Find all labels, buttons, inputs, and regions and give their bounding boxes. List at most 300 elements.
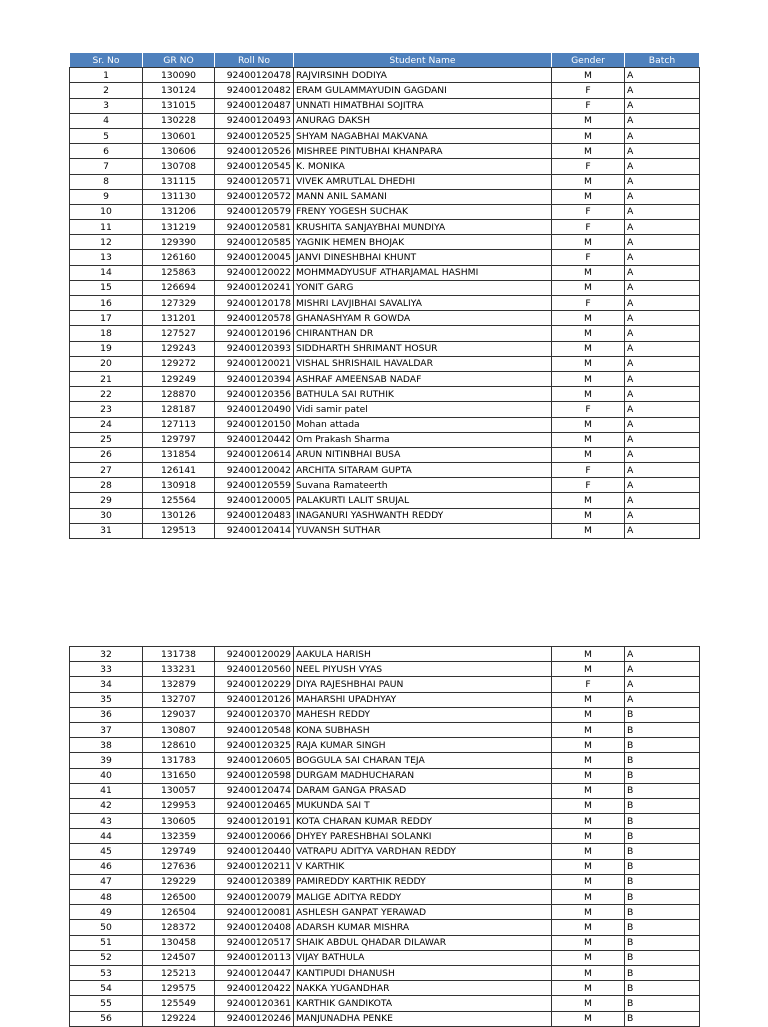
- gender-cell: M: [552, 981, 625, 996]
- table-row: [70, 296, 700, 311]
- gender-cell: M: [552, 432, 625, 447]
- batch-cell: A: [625, 356, 700, 371]
- table-row: [70, 250, 700, 265]
- roll-no-cell: 92400120447: [215, 965, 294, 980]
- roll-no-cell: 92400120066: [215, 829, 294, 844]
- roll-no-cell: 92400120440: [215, 844, 294, 859]
- gr-no-cell: 127527: [143, 326, 215, 341]
- batch-cell: A: [625, 463, 700, 478]
- sr-no-cell: 54: [70, 981, 143, 996]
- gender-cell: F: [552, 83, 625, 98]
- roll-no-cell: 92400120474: [215, 783, 294, 798]
- gender-cell: M: [552, 113, 625, 128]
- gender-cell: M: [552, 1011, 625, 1026]
- student-name-cell: GHANASHYAM R GOWDA: [294, 311, 552, 326]
- table-row: [70, 113, 700, 128]
- roll-no-cell: 92400120229: [215, 677, 294, 692]
- roll-no-cell: 92400120005: [215, 493, 294, 508]
- batch-cell: A: [625, 250, 700, 265]
- student-name-cell: DURGAM MADHUCHARAN: [294, 768, 552, 783]
- roll-no-cell: 92400120422: [215, 981, 294, 996]
- batch-cell: A: [625, 326, 700, 341]
- gr-no-cell: 129249: [143, 371, 215, 386]
- sr-no-cell: 38: [70, 738, 143, 753]
- roll-no-cell: 92400120393: [215, 341, 294, 356]
- table-row: [70, 890, 700, 905]
- roll-no-cell: 92400120029: [215, 647, 294, 662]
- table-row: [70, 144, 700, 159]
- gr-no-cell: 131206: [143, 204, 215, 219]
- gr-no-cell: 129797: [143, 432, 215, 447]
- sr-no-cell: 29: [70, 493, 143, 508]
- gender-cell: M: [552, 829, 625, 844]
- roll-no-cell: 92400120517: [215, 935, 294, 950]
- student-name-cell: VIJAY BATHULA: [294, 950, 552, 965]
- gr-no-cell: 128610: [143, 738, 215, 753]
- gender-cell: M: [552, 935, 625, 950]
- batch-cell: B: [625, 844, 700, 859]
- gender-cell: M: [552, 523, 625, 538]
- student-name-cell: RAJVIRSINH DODIYA: [294, 68, 552, 83]
- roll-no-cell: 92400120211: [215, 859, 294, 874]
- batch-cell: A: [625, 508, 700, 523]
- batch-cell: B: [625, 783, 700, 798]
- batch-cell: A: [625, 647, 700, 662]
- table-row: [70, 905, 700, 920]
- student-name-cell: YUVANSH SUTHAR: [294, 523, 552, 538]
- sr-no-cell: 48: [70, 890, 143, 905]
- gr-no-cell: 131201: [143, 311, 215, 326]
- student-name-cell: BATHULA SAI RUTHIK: [294, 387, 552, 402]
- batch-cell: B: [625, 905, 700, 920]
- table-row: [70, 280, 700, 295]
- batch-cell: A: [625, 677, 700, 692]
- table-row: [70, 707, 700, 722]
- gr-no-cell: 125564: [143, 493, 215, 508]
- batch-cell: B: [625, 859, 700, 874]
- gender-cell: M: [552, 738, 625, 753]
- table-row: [70, 798, 700, 813]
- sr-no-cell: 5: [70, 128, 143, 143]
- sr-no-cell: 43: [70, 814, 143, 829]
- table-row: [70, 647, 700, 662]
- gr-no-cell: 127636: [143, 859, 215, 874]
- gender-cell: M: [552, 996, 625, 1011]
- student-name-cell: INAGANURI YASHWANTH REDDY: [294, 508, 552, 523]
- batch-cell: B: [625, 738, 700, 753]
- student-name-cell: Suvana Ramateerth: [294, 478, 552, 493]
- sr-no-cell: 12: [70, 235, 143, 250]
- gender-cell: M: [552, 447, 625, 462]
- roll-no-cell: 92400120465: [215, 798, 294, 813]
- student-name-cell: Mohan attada: [294, 417, 552, 432]
- sr-no-cell: 40: [70, 768, 143, 783]
- gr-no-cell: 129229: [143, 874, 215, 889]
- batch-cell: B: [625, 965, 700, 980]
- batch-cell: A: [625, 98, 700, 113]
- student-name-cell: SHYAM NAGABHAI MAKVANA: [294, 128, 552, 143]
- table-row: [70, 493, 700, 508]
- gr-no-cell: 130090: [143, 68, 215, 83]
- gr-no-cell: 132879: [143, 677, 215, 692]
- student-name-cell: KARTHIK GANDIKOTA: [294, 996, 552, 1011]
- roll-no-cell: 92400120246: [215, 1011, 294, 1026]
- gr-no-cell: 127113: [143, 417, 215, 432]
- gr-no-cell: 130228: [143, 113, 215, 128]
- roll-no-cell: 92400120598: [215, 768, 294, 783]
- student-name-cell: KANTIPUDI DHANUSH: [294, 965, 552, 980]
- roll-no-cell: 92400120483: [215, 508, 294, 523]
- roll-no-cell: 92400120178: [215, 296, 294, 311]
- student-name-cell: FRENY YOGESH SUCHAK: [294, 204, 552, 219]
- roll-no-cell: 92400120361: [215, 996, 294, 1011]
- roll-no-cell: 92400120191: [215, 814, 294, 829]
- roll-no-cell: 92400120045: [215, 250, 294, 265]
- roll-no-cell: 92400120614: [215, 447, 294, 462]
- table-row: [70, 128, 700, 143]
- gender-cell: F: [552, 250, 625, 265]
- sr-no-cell: 21: [70, 371, 143, 386]
- student-name-cell: MALIGE ADITYA REDDY: [294, 890, 552, 905]
- student-name-cell: ARCHITA SITARAM GUPTA: [294, 463, 552, 478]
- roll-no-cell: 92400120525: [215, 128, 294, 143]
- gender-cell: M: [552, 235, 625, 250]
- gender-cell: F: [552, 463, 625, 478]
- table-row: [70, 523, 700, 538]
- student-name-cell: BOGGULA SAI CHARAN TEJA: [294, 753, 552, 768]
- gender-cell: M: [552, 814, 625, 829]
- gr-no-cell: 131015: [143, 98, 215, 113]
- gender-cell: F: [552, 220, 625, 235]
- gr-no-cell: 128187: [143, 402, 215, 417]
- gender-cell: M: [552, 722, 625, 737]
- roll-no-cell: 92400120081: [215, 905, 294, 920]
- batch-cell: B: [625, 950, 700, 965]
- table-row: [70, 220, 700, 235]
- batch-cell: B: [625, 874, 700, 889]
- sr-no-cell: 55: [70, 996, 143, 1011]
- table-row: [70, 859, 700, 874]
- gender-cell: F: [552, 402, 625, 417]
- gr-no-cell: 126141: [143, 463, 215, 478]
- gr-no-cell: 129272: [143, 356, 215, 371]
- gender-cell: M: [552, 417, 625, 432]
- table-row: [70, 508, 700, 523]
- sr-no-cell: 22: [70, 387, 143, 402]
- sr-no-cell: 4: [70, 113, 143, 128]
- sr-no-cell: 41: [70, 783, 143, 798]
- gr-no-cell: 131783: [143, 753, 215, 768]
- batch-cell: B: [625, 829, 700, 844]
- batch-cell: B: [625, 753, 700, 768]
- student-name-cell: DARAM GANGA PRASAD: [294, 783, 552, 798]
- batch-cell: A: [625, 220, 700, 235]
- roll-no-cell: 92400120196: [215, 326, 294, 341]
- sr-no-cell: 9: [70, 189, 143, 204]
- gr-no-cell: 129749: [143, 844, 215, 859]
- table-row: [70, 341, 700, 356]
- sr-no-cell: 28: [70, 478, 143, 493]
- gr-no-cell: 130708: [143, 159, 215, 174]
- roll-no-cell: 92400120394: [215, 371, 294, 386]
- roll-no-cell: 92400120559: [215, 478, 294, 493]
- sr-no-cell: 50: [70, 920, 143, 935]
- batch-cell: A: [625, 662, 700, 677]
- student-name-cell: NAKKA YUGANDHAR: [294, 981, 552, 996]
- student-name-cell: MANJUNADHA PENKE: [294, 1011, 552, 1026]
- batch-cell: A: [625, 265, 700, 280]
- gender-cell: F: [552, 204, 625, 219]
- gr-no-cell: 131738: [143, 647, 215, 662]
- gr-no-cell: 130124: [143, 83, 215, 98]
- table-row: [70, 965, 700, 980]
- gr-no-cell: 130605: [143, 814, 215, 829]
- roll-no-cell: 92400120487: [215, 98, 294, 113]
- roll-no-cell: 92400120356: [215, 387, 294, 402]
- student-name-cell: MAHARSHI UPADHYAY: [294, 692, 552, 707]
- table-row: [70, 189, 700, 204]
- student-name-cell: JANVI DINESHBHAI KHUNT: [294, 250, 552, 265]
- table-row: [70, 478, 700, 493]
- gr-no-cell: 131115: [143, 174, 215, 189]
- sr-no-cell: 46: [70, 859, 143, 874]
- roll-no-cell: 92400120578: [215, 311, 294, 326]
- student-name-cell: MISHREE PINTUBHAI KHANPARA: [294, 144, 552, 159]
- roll-no-cell: 92400120571: [215, 174, 294, 189]
- gender-cell: F: [552, 159, 625, 174]
- roll-no-cell: 92400120478: [215, 68, 294, 83]
- table-row: [70, 662, 700, 677]
- table-row: [70, 174, 700, 189]
- roll-no-cell: 92400120241: [215, 280, 294, 295]
- batch-cell: A: [625, 204, 700, 219]
- gr-no-cell: 125213: [143, 965, 215, 980]
- sr-no-cell: 49: [70, 905, 143, 920]
- gender-cell: M: [552, 844, 625, 859]
- sr-no-cell: 30: [70, 508, 143, 523]
- gr-no-cell: 129953: [143, 798, 215, 813]
- student-name-cell: DHYEY PARESHBHAI SOLANKI: [294, 829, 552, 844]
- sr-no-cell: 10: [70, 204, 143, 219]
- gr-no-cell: 126504: [143, 905, 215, 920]
- batch-cell: A: [625, 523, 700, 538]
- gender-cell: M: [552, 128, 625, 143]
- student-name-cell: UNNATI HIMATBHAI SOJITRA: [294, 98, 552, 113]
- header-student-name: Student Name: [294, 53, 552, 68]
- sr-no-cell: 19: [70, 341, 143, 356]
- gender-cell: M: [552, 68, 625, 83]
- gr-no-cell: 130807: [143, 722, 215, 737]
- gender-cell: M: [552, 341, 625, 356]
- roll-no-cell: 92400120389: [215, 874, 294, 889]
- batch-cell: B: [625, 981, 700, 996]
- gr-no-cell: 125863: [143, 265, 215, 280]
- student-name-cell: VIVEK AMRUTLAL DHEDHI: [294, 174, 552, 189]
- gender-cell: M: [552, 783, 625, 798]
- table-row: [70, 738, 700, 753]
- gr-no-cell: 130057: [143, 783, 215, 798]
- sr-no-cell: 14: [70, 265, 143, 280]
- table-row: [70, 935, 700, 950]
- batch-cell: A: [625, 113, 700, 128]
- table-row: [70, 783, 700, 798]
- table-row: [70, 920, 700, 935]
- student-name-cell: ANURAG DAKSH: [294, 113, 552, 128]
- gender-cell: M: [552, 950, 625, 965]
- gender-cell: M: [552, 798, 625, 813]
- sr-no-cell: 33: [70, 662, 143, 677]
- roll-no-cell: 92400120545: [215, 159, 294, 174]
- roll-no-cell: 92400120021: [215, 356, 294, 371]
- student-name-cell: KRUSHITA SANJAYBHAI MUNDIYA: [294, 220, 552, 235]
- sr-no-cell: 32: [70, 647, 143, 662]
- roll-no-cell: 92400120526: [215, 144, 294, 159]
- roll-no-cell: 92400120579: [215, 204, 294, 219]
- batch-cell: A: [625, 341, 700, 356]
- table-row: [70, 692, 700, 707]
- gr-no-cell: 129513: [143, 523, 215, 538]
- sr-no-cell: 26: [70, 447, 143, 462]
- sr-no-cell: 44: [70, 829, 143, 844]
- batch-cell: A: [625, 159, 700, 174]
- sr-no-cell: 53: [70, 965, 143, 980]
- student-name-cell: ASHRAF AMEENSAB NADAF: [294, 371, 552, 386]
- gender-cell: M: [552, 144, 625, 159]
- student-name-cell: SIDDHARTH SHRIMANT HOSUR: [294, 341, 552, 356]
- student-name-cell: V KARTHIK: [294, 859, 552, 874]
- gender-cell: F: [552, 677, 625, 692]
- roll-no-cell: 92400120414: [215, 523, 294, 538]
- table-row: [70, 677, 700, 692]
- student-name-cell: ADARSH KUMAR MISHRA: [294, 920, 552, 935]
- gender-cell: M: [552, 265, 625, 280]
- student-name-cell: ASHLESH GANPAT YERAWAD: [294, 905, 552, 920]
- batch-cell: A: [625, 692, 700, 707]
- batch-cell: A: [625, 387, 700, 402]
- gr-no-cell: 131130: [143, 189, 215, 204]
- student-table-2: [69, 646, 700, 1027]
- gr-no-cell: 129037: [143, 707, 215, 722]
- roll-no-cell: 92400120560: [215, 662, 294, 677]
- gr-no-cell: 130126: [143, 508, 215, 523]
- gender-cell: M: [552, 493, 625, 508]
- roll-no-cell: 92400120042: [215, 463, 294, 478]
- batch-cell: B: [625, 768, 700, 783]
- gr-no-cell: 133231: [143, 662, 215, 677]
- student-name-cell: PAMIREDDY KARTHIK REDDY: [294, 874, 552, 889]
- table-row: [70, 417, 700, 432]
- gr-no-cell: 129224: [143, 1011, 215, 1026]
- sr-no-cell: 8: [70, 174, 143, 189]
- gender-cell: M: [552, 326, 625, 341]
- gender-cell: M: [552, 874, 625, 889]
- sr-no-cell: 51: [70, 935, 143, 950]
- gr-no-cell: 131219: [143, 220, 215, 235]
- batch-cell: A: [625, 144, 700, 159]
- gr-no-cell: 130606: [143, 144, 215, 159]
- table-row: [70, 463, 700, 478]
- table-row: [70, 814, 700, 829]
- batch-cell: B: [625, 920, 700, 935]
- gender-cell: M: [552, 508, 625, 523]
- roll-no-cell: 92400120022: [215, 265, 294, 280]
- header-gr-no: GR NO: [143, 53, 215, 68]
- table-row: [70, 371, 700, 386]
- table-row: [70, 829, 700, 844]
- roll-no-cell: 92400120079: [215, 890, 294, 905]
- table-row: [70, 768, 700, 783]
- student-name-cell: VISHAL SHRISHAIL HAVALDAR: [294, 356, 552, 371]
- header-gender: Gender: [552, 53, 625, 68]
- gr-no-cell: 128372: [143, 920, 215, 935]
- gender-cell: M: [552, 311, 625, 326]
- table-row: [70, 68, 700, 83]
- table-row: [70, 204, 700, 219]
- gr-no-cell: 124507: [143, 950, 215, 965]
- gr-no-cell: 126694: [143, 280, 215, 295]
- roll-no-cell: 92400120585: [215, 235, 294, 250]
- gr-no-cell: 131854: [143, 447, 215, 462]
- gender-cell: M: [552, 280, 625, 295]
- batch-cell: A: [625, 68, 700, 83]
- student-name-cell: MUKUNDA SAI T: [294, 798, 552, 813]
- batch-cell: A: [625, 235, 700, 250]
- table-row: [70, 402, 700, 417]
- roll-no-cell: 92400120325: [215, 738, 294, 753]
- sr-no-cell: 34: [70, 677, 143, 692]
- student-table-1: [69, 52, 700, 539]
- batch-cell: B: [625, 890, 700, 905]
- gr-no-cell: 129390: [143, 235, 215, 250]
- batch-cell: A: [625, 402, 700, 417]
- batch-cell: A: [625, 189, 700, 204]
- gr-no-cell: 125549: [143, 996, 215, 1011]
- roll-no-cell: 92400120605: [215, 753, 294, 768]
- gr-no-cell: 129243: [143, 341, 215, 356]
- sr-no-cell: 37: [70, 722, 143, 737]
- sr-no-cell: 1: [70, 68, 143, 83]
- sr-no-cell: 17: [70, 311, 143, 326]
- table-row: [70, 996, 700, 1011]
- gr-no-cell: 126160: [143, 250, 215, 265]
- gender-cell: M: [552, 387, 625, 402]
- batch-cell: B: [625, 722, 700, 737]
- student-name-cell: VATRAPU ADITYA VARDHAN REDDY: [294, 844, 552, 859]
- student-name-cell: MOHMMADYUSUF ATHARJAMAL HASHMI: [294, 265, 552, 280]
- sr-no-cell: 47: [70, 874, 143, 889]
- batch-cell: A: [625, 447, 700, 462]
- batch-cell: A: [625, 478, 700, 493]
- roll-no-cell: 92400120370: [215, 707, 294, 722]
- batch-cell: B: [625, 707, 700, 722]
- sr-no-cell: 45: [70, 844, 143, 859]
- gender-cell: M: [552, 692, 625, 707]
- gender-cell: F: [552, 98, 625, 113]
- sr-no-cell: 7: [70, 159, 143, 174]
- batch-cell: B: [625, 798, 700, 813]
- table-row: [70, 387, 700, 402]
- gender-cell: M: [552, 859, 625, 874]
- header-batch: Batch: [625, 53, 700, 68]
- gr-no-cell: 126500: [143, 890, 215, 905]
- table-row: [70, 311, 700, 326]
- student-name-cell: PALAKURTI LALIT SRUJAL: [294, 493, 552, 508]
- gender-cell: M: [552, 768, 625, 783]
- batch-cell: A: [625, 493, 700, 508]
- roll-no-cell: 92400120113: [215, 950, 294, 965]
- student-name-cell: NEEL PIYUSH VYAS: [294, 662, 552, 677]
- sr-no-cell: 3: [70, 98, 143, 113]
